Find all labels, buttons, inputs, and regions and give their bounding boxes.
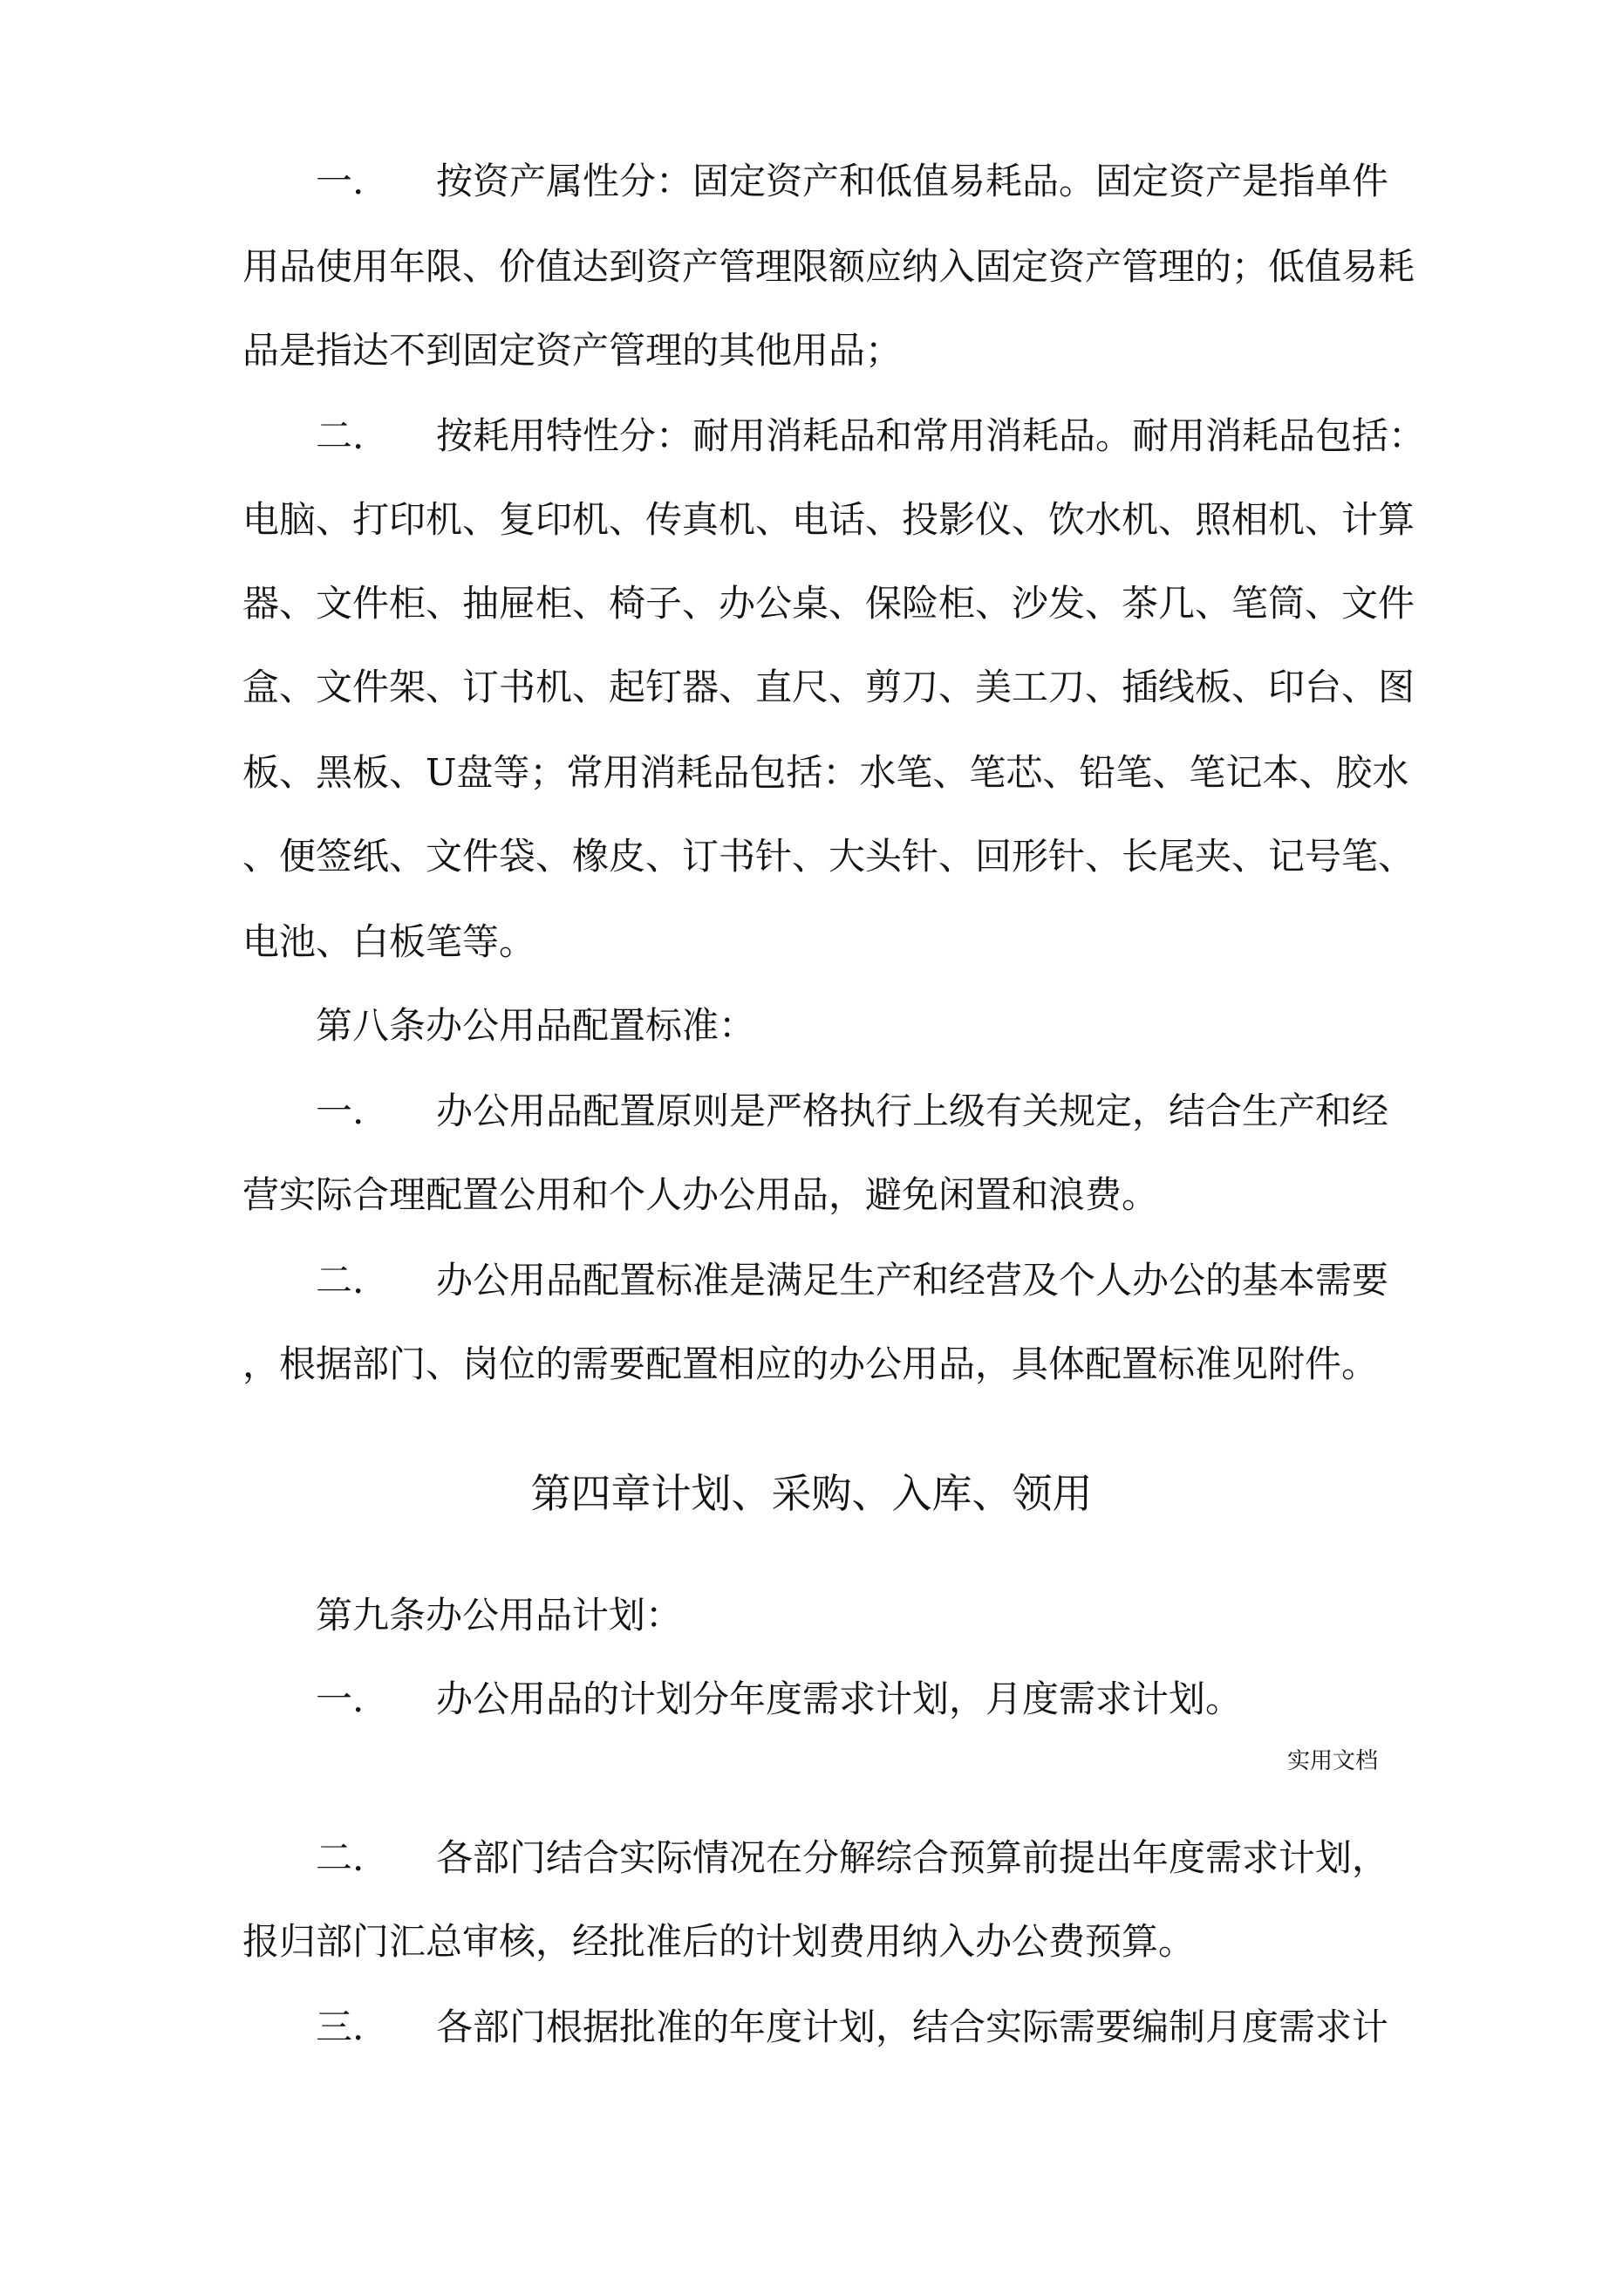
- item-number: 二.: [316, 1836, 365, 1879]
- paragraph-line: 报归部门汇总审核，经批准后的计划费用纳入办公费预算。: [242, 1920, 1196, 1963]
- line-text: 办公用品配置原则是严格执行上级有关规定，结合生产和经: [436, 1090, 1389, 1132]
- paragraph-line: 用品使用年限、价值达到资产管理限额应纳入固定资产管理的；低值易耗: [242, 245, 1415, 288]
- line-text: 办公用品的计划分年度需求计划，月度需求计划。: [436, 1678, 1243, 1720]
- paragraph-line: 营实际合理配置公用和个人办公用品，避免闲置和浪费。: [242, 1173, 1159, 1216]
- chapter-heading: 第四章计划、采购、入库、领用: [530, 1470, 1093, 1517]
- paragraph-line: 电池、白板笔等。: [242, 920, 536, 963]
- paragraph-line: 、便签纸、文件袋、橡皮、订书针、大头针、回形针、长尾夹、记号笔、: [242, 835, 1415, 878]
- item-number: 二.: [316, 1259, 365, 1302]
- item-number: 一.: [316, 160, 365, 202]
- paragraph-line: [316, 1256, 1467, 1305]
- article-title: 第九条办公用品计划：: [316, 1594, 683, 1637]
- line-text: 各部门结合实际情况在分解综合预算前提出年度需求计划，: [436, 1836, 1389, 1879]
- paragraph-line: [316, 1087, 1467, 1136]
- line-text: 按资产属性分：固定资产和低值易耗品。固定资产是指单件: [436, 160, 1389, 202]
- paragraph-line: [316, 157, 1467, 206]
- line-text: 按耗用特性分：耐用消耗品和常用消耗品。耐用消耗品包括：: [436, 414, 1426, 457]
- paragraph-line: [316, 412, 1467, 461]
- paragraph-line: 器、文件柜、抽屉柜、椅子、办公桌、保险柜、沙发、茶几、笔筒、文件: [242, 582, 1415, 625]
- paragraph-line: 板、黑板、U盘等；常用消耗品包括：水笔、笔芯、铅笔、笔记本、胶水: [242, 751, 1409, 794]
- article-title: 第八条办公用品配置标准：: [316, 1004, 756, 1047]
- paragraph-line: [316, 1675, 1467, 1724]
- item-number: 一.: [316, 1678, 365, 1720]
- line-text: 各部门根据批准的年度计划，结合实际需要编制月度需求计: [436, 2006, 1389, 2048]
- page-footer-note: 实用文档: [1286, 1748, 1378, 1774]
- line-text: 办公用品配置标准是满足生产和经营及个人办公的基本需要: [436, 1259, 1389, 1302]
- item-number: 三.: [316, 2006, 365, 2048]
- paragraph-line: ，根据部门、岗位的需要配置相应的办公用品，具体配置标准见附件。: [242, 1343, 1379, 1385]
- paragraph-line: [316, 1834, 1467, 1883]
- item-number: 二.: [316, 414, 365, 457]
- paragraph-line: 电脑、打印机、复印机、传真机、电话、投影仪、饮水机、照相机、计算: [242, 498, 1415, 541]
- paragraph-line: [316, 2003, 1467, 2052]
- paragraph-line: 品是指达不到固定资产管理的其他用品；: [242, 329, 903, 372]
- paragraph-line: 盒、文件架、订书机、起钉器、直尺、剪刀、美工刀、插线板、印台、图: [242, 666, 1415, 708]
- item-number: 一.: [316, 1090, 365, 1132]
